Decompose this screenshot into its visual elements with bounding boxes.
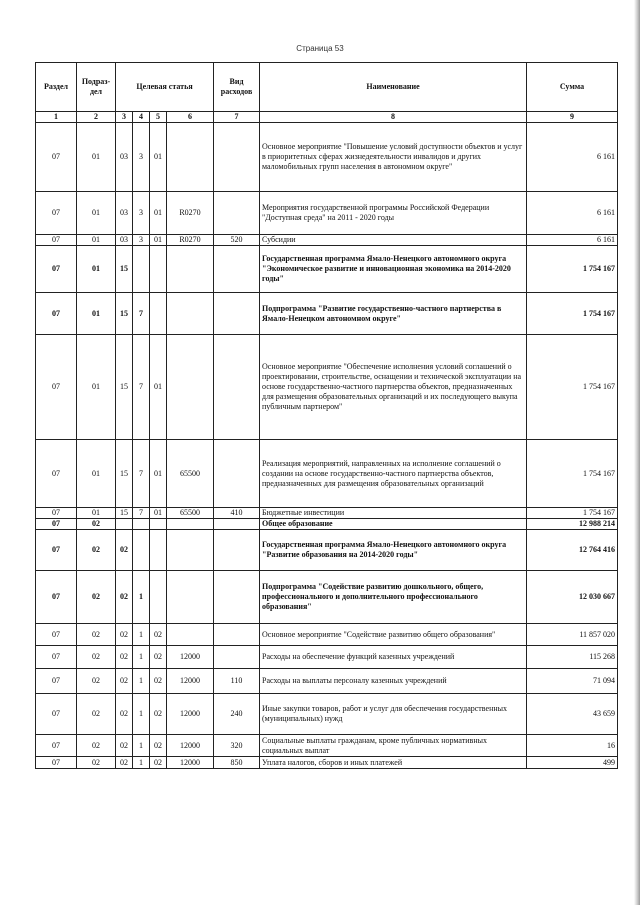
razdel-cell: 07 [36, 624, 77, 646]
expense-type-cell [214, 571, 260, 624]
target-article-cell: 02 [116, 735, 133, 757]
col-header-naimenovanie: Наименование [260, 63, 527, 112]
table-row [36, 508, 618, 519]
sum-cell: 71 094 [527, 669, 618, 694]
sum-cell: 16 [527, 735, 618, 757]
sum-cell: 6 161 [527, 235, 618, 246]
expense-type-cell [214, 440, 260, 508]
expense-type-cell: 320 [214, 735, 260, 757]
expense-type-cell: 240 [214, 694, 260, 735]
name-cell: Расходы на выплаты персоналу казенных учреждений [260, 669, 527, 694]
razdel-cell: 07 [36, 669, 77, 694]
target-article-cell: 15 [116, 293, 133, 335]
target-article-cell [133, 530, 150, 571]
target-article-cell: 02 [150, 735, 167, 757]
sum-cell: 1 754 167 [527, 335, 618, 440]
name-cell: Государственная программа Ямало-Ненецкого автономного округа "Экономическое развитие и инновационная экономика на 2014-2020 годы" [260, 246, 527, 293]
razdel-cell: 07 [36, 519, 77, 530]
expense-type-cell: 520 [214, 235, 260, 246]
expense-type-cell [214, 624, 260, 646]
sum-cell: 1 754 167 [527, 440, 618, 508]
column-index-cell: 9 [527, 112, 618, 123]
razdel-cell: 07 [36, 694, 77, 735]
razdel-cell: 07 [36, 192, 77, 235]
target-article-cell [167, 530, 214, 571]
name-cell: Государственная программа Ямало-Ненецкого автономного округа "Развитие образования на 2014-2020 годы" [260, 530, 527, 571]
sum-cell: 1 754 167 [527, 293, 618, 335]
header-row [36, 63, 618, 112]
column-index-cell: 3 [116, 112, 133, 123]
table-row [36, 246, 618, 293]
name-cell: Социальные выплаты гражданам, кроме публичных нормативных социальных выплат [260, 735, 527, 757]
table-row [36, 335, 618, 440]
razdel-cell: 07 [36, 246, 77, 293]
target-article-cell: 02 [150, 624, 167, 646]
podrazdel-cell: 02 [77, 757, 116, 769]
sum-cell: 43 659 [527, 694, 618, 735]
sum-cell: 12 988 214 [527, 519, 618, 530]
podrazdel-cell: 01 [77, 235, 116, 246]
table-row [36, 123, 618, 192]
target-article-cell: 12000 [167, 757, 214, 769]
scan-shadow-edge [634, 0, 640, 905]
target-article-cell: 02 [116, 757, 133, 769]
expense-type-cell [214, 192, 260, 235]
target-article-cell: 15 [116, 246, 133, 293]
target-article-cell: 02 [150, 669, 167, 694]
expense-type-cell: 410 [214, 508, 260, 519]
razdel-cell: 07 [36, 571, 77, 624]
podrazdel-cell: 01 [77, 192, 116, 235]
table-row [36, 293, 618, 335]
name-cell: Иные закупки товаров, работ и услуг для обеспечения государственных (муниципальных) нужд [260, 694, 527, 735]
sum-cell: 499 [527, 757, 618, 769]
target-article-cell: 02 [116, 571, 133, 624]
name-cell: Подпрограмма "Содействие развитию дошкольного, общего, профессионального и дополнительного профессионального образования" [260, 571, 527, 624]
target-article-cell: 02 [116, 669, 133, 694]
table-row [36, 646, 618, 669]
target-article-cell: 1 [133, 571, 150, 624]
podrazdel-cell: 01 [77, 440, 116, 508]
target-article-cell: 02 [116, 624, 133, 646]
name-cell: Основное мероприятие "Обеспечение исполнения условий соглашений о проектировании, строительстве, оснащении и технической эксплуатации на основе государственно-частного партнерства объектов, предназначенных для размещения образовательных организаций и их последующего выкупа публичным партнером" [260, 335, 527, 440]
target-article-cell [167, 246, 214, 293]
target-article-cell: 02 [150, 646, 167, 669]
podrazdel-cell: 02 [77, 530, 116, 571]
table-row [36, 624, 618, 646]
table-row [36, 440, 618, 508]
target-article-cell [116, 519, 133, 530]
target-article-cell: 1 [133, 669, 150, 694]
column-index-cell: 6 [167, 112, 214, 123]
name-cell: Расходы на обеспечение функций казенных учреждений [260, 646, 527, 669]
target-article-cell: 1 [133, 735, 150, 757]
podrazdel-cell: 01 [77, 335, 116, 440]
name-cell: Реализация мероприятий, направленных на исполнение соглашений о создании на основе государственно-частного партнерства объектов, предназначенных для размещения образовательных организаций [260, 440, 527, 508]
target-article-cell: 03 [116, 192, 133, 235]
podrazdel-cell: 01 [77, 508, 116, 519]
table-row [36, 669, 618, 694]
expense-type-cell [214, 530, 260, 571]
sum-cell: 6 161 [527, 123, 618, 192]
target-article-cell: 12000 [167, 735, 214, 757]
target-article-cell [150, 293, 167, 335]
target-article-cell: 02 [116, 646, 133, 669]
target-article-cell: 65500 [167, 508, 214, 519]
name-cell: Общее образование [260, 519, 527, 530]
column-index-cell: 1 [36, 112, 77, 123]
column-index-cell: 7 [214, 112, 260, 123]
target-article-cell: 15 [116, 335, 133, 440]
razdel-cell: 07 [36, 123, 77, 192]
target-article-cell [167, 335, 214, 440]
podrazdel-cell: 01 [77, 246, 116, 293]
col-header-podrazdel: Подраз-дел [77, 63, 116, 112]
table-row [36, 192, 618, 235]
target-article-cell [133, 246, 150, 293]
target-article-cell: 7 [133, 508, 150, 519]
target-article-cell: R0270 [167, 192, 214, 235]
name-cell: Подпрограмма "Развитие государственно-частного партнерства в Ямало-Ненецком автономном округе" [260, 293, 527, 335]
target-article-cell: R0270 [167, 235, 214, 246]
razdel-cell: 07 [36, 293, 77, 335]
target-article-cell: 02 [150, 694, 167, 735]
table-row [36, 530, 618, 571]
target-article-cell: 15 [116, 440, 133, 508]
target-article-cell [150, 519, 167, 530]
column-index-cell: 8 [260, 112, 527, 123]
expense-type-cell [214, 646, 260, 669]
col-header-summa: Сумма [527, 63, 618, 112]
name-cell: Субсидии [260, 235, 527, 246]
target-article-cell [167, 571, 214, 624]
podrazdel-cell: 02 [77, 646, 116, 669]
name-cell: Уплата налогов, сборов и иных платежей [260, 757, 527, 769]
sum-cell: 1 754 167 [527, 246, 618, 293]
target-article-cell: 3 [133, 123, 150, 192]
col-header-celevaya-statya: Целевая статья [116, 63, 214, 112]
target-article-cell [167, 519, 214, 530]
razdel-cell: 07 [36, 757, 77, 769]
target-article-cell: 1 [133, 624, 150, 646]
sum-cell: 12 030 667 [527, 571, 618, 624]
expense-type-cell: 850 [214, 757, 260, 769]
target-article-cell: 01 [150, 123, 167, 192]
podrazdel-cell: 01 [77, 123, 116, 192]
col-header-vid-rashodov: Вид расходов [214, 63, 260, 112]
target-article-cell: 1 [133, 694, 150, 735]
target-article-cell: 7 [133, 440, 150, 508]
expense-type-cell [214, 293, 260, 335]
target-article-cell: 01 [150, 235, 167, 246]
razdel-cell: 07 [36, 646, 77, 669]
expense-type-cell: 110 [214, 669, 260, 694]
target-article-cell: 12000 [167, 646, 214, 669]
name-cell: Основное мероприятие "Содействие развитию общего образования" [260, 624, 527, 646]
expense-type-cell [214, 519, 260, 530]
sum-cell: 12 764 416 [527, 530, 618, 571]
table-row [36, 757, 618, 769]
target-article-cell: 12000 [167, 669, 214, 694]
table-body [36, 123, 618, 769]
target-article-cell: 02 [116, 530, 133, 571]
sum-cell: 115 268 [527, 646, 618, 669]
target-article-cell: 3 [133, 192, 150, 235]
podrazdel-cell: 02 [77, 694, 116, 735]
target-article-cell [133, 519, 150, 530]
name-cell: Мероприятия государственной программы Российской Федерации "Доступная среда" на 2011 - 2020 годы [260, 192, 527, 235]
target-article-cell: 01 [150, 335, 167, 440]
expense-type-cell [214, 246, 260, 293]
target-article-cell: 12000 [167, 694, 214, 735]
expense-type-cell [214, 335, 260, 440]
target-article-cell: 01 [150, 440, 167, 508]
target-article-cell [167, 293, 214, 335]
table-row [36, 519, 618, 530]
target-article-cell: 03 [116, 235, 133, 246]
expense-type-cell [214, 123, 260, 192]
page-number-label: Страница 53 [296, 44, 344, 53]
sum-cell: 6 161 [527, 192, 618, 235]
target-article-cell: 01 [150, 192, 167, 235]
razdel-cell: 07 [36, 530, 77, 571]
razdel-cell: 07 [36, 235, 77, 246]
column-index-cell: 5 [150, 112, 167, 123]
target-article-cell [150, 571, 167, 624]
podrazdel-cell: 02 [77, 735, 116, 757]
sum-cell: 11 857 020 [527, 624, 618, 646]
podrazdel-cell: 02 [77, 519, 116, 530]
target-article-cell: 15 [116, 508, 133, 519]
column-index-cell: 4 [133, 112, 150, 123]
razdel-cell: 07 [36, 335, 77, 440]
target-article-cell: 03 [116, 123, 133, 192]
name-cell: Бюджетные инвестиции [260, 508, 527, 519]
razdel-cell: 07 [36, 735, 77, 757]
target-article-cell: 1 [133, 646, 150, 669]
target-article-cell: 65500 [167, 440, 214, 508]
target-article-cell [167, 624, 214, 646]
podrazdel-cell: 02 [77, 624, 116, 646]
column-index-cell: 2 [77, 112, 116, 123]
razdel-cell: 07 [36, 508, 77, 519]
target-article-cell: 02 [150, 757, 167, 769]
budget-table [35, 62, 618, 769]
column-index-row [36, 112, 618, 123]
razdel-cell: 07 [36, 440, 77, 508]
target-article-cell: 3 [133, 235, 150, 246]
target-article-cell: 1 [133, 757, 150, 769]
name-cell: Основное мероприятие "Повышение условий доступности объектов и услуг в приоритетных сферах жизнедеятельности инвалидов и других маломобильных групп населения в автономном округе" [260, 123, 527, 192]
target-article-cell [150, 530, 167, 571]
podrazdel-cell: 01 [77, 293, 116, 335]
sum-cell: 1 754 167 [527, 508, 618, 519]
target-article-cell: 01 [150, 508, 167, 519]
target-article-cell [167, 123, 214, 192]
target-article-cell: 7 [133, 335, 150, 440]
table-row [36, 235, 618, 246]
col-header-razdel: Раздел [36, 63, 77, 112]
table-row [36, 571, 618, 624]
target-article-cell [150, 246, 167, 293]
table-row [36, 694, 618, 735]
target-article-cell: 7 [133, 293, 150, 335]
target-article-cell: 02 [116, 694, 133, 735]
podrazdel-cell: 02 [77, 571, 116, 624]
podrazdel-cell: 02 [77, 669, 116, 694]
table-row [36, 735, 618, 757]
